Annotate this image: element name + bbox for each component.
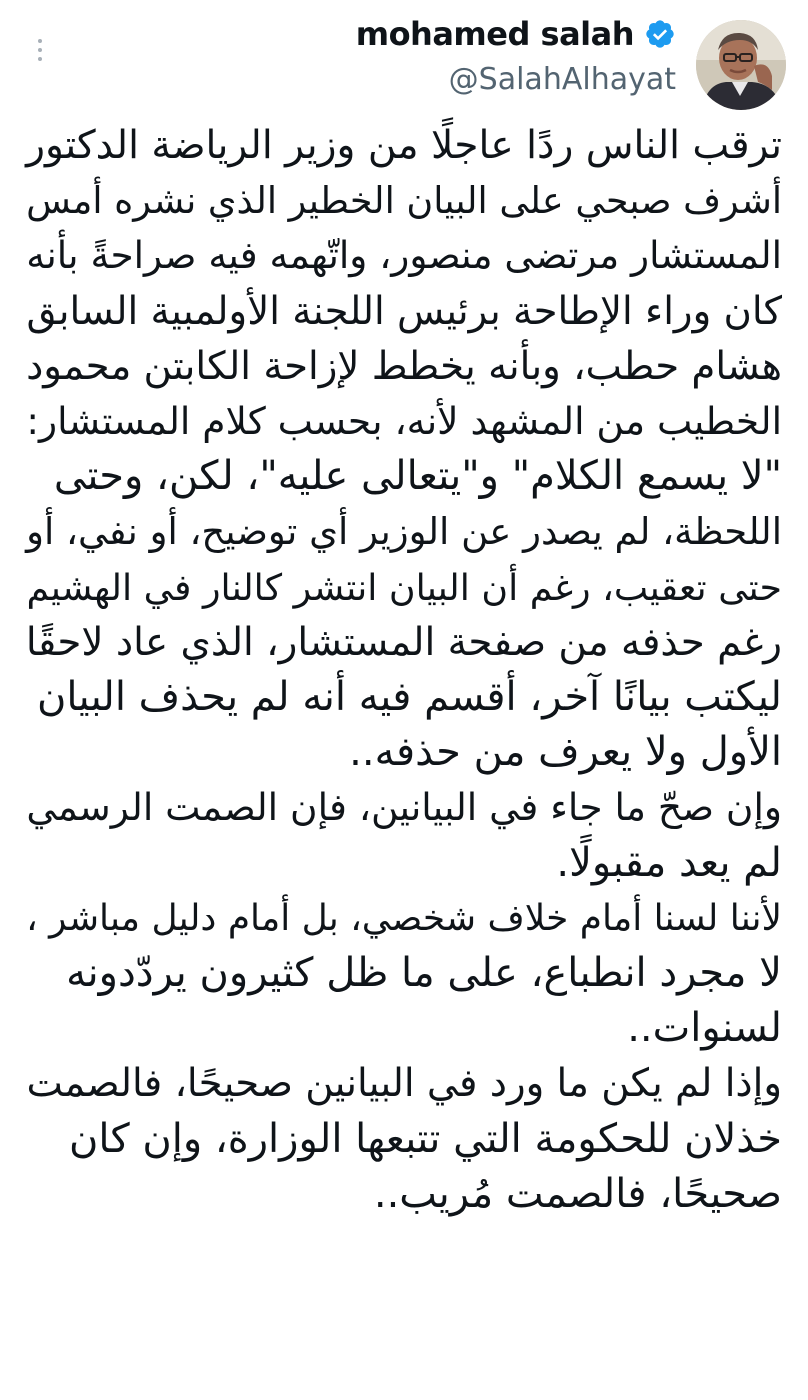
- tweet-text-line: ترقب الناس ردًا عاجلًا من وزير الرياضة الدكتور: [26, 123, 782, 168]
- tweet-text-line: رغم حذفه من صفحة المستشار، الذي عاد لاحقًا: [25, 619, 782, 665]
- tweet-text-line: صحيحًا، فالصمت مُريب..: [373, 1170, 782, 1217]
- tweet-text-line: "لا يسمع الكلام" و"يتعالى عليه"، لكن، وحتى: [53, 453, 782, 500]
- tweet-text-line: وإذا لم يكن ما ورد في البيانين صحيحًا، فالصمت: [26, 1061, 782, 1107]
- author-info: [356, 10, 676, 97]
- more-options-button[interactable]: [26, 30, 54, 70]
- tweet-text-line: هشام حطب، وبأنه يخطط لإزاحة الكابتن محمود: [26, 343, 782, 389]
- tweet-text-line: خذلان للحكومة التي تتبعها الوزارة، وإن كان: [69, 1115, 782, 1162]
- avatar[interactable]: [696, 20, 786, 110]
- more-vertical-icon: [38, 39, 42, 43]
- tweet-text-line: اللحظة، لم يصدر عن الوزير أي توضيح، أو نفي، أو: [26, 510, 782, 554]
- tweet-text-line: ليكتب بيانًا آخر، أقسم فيه أنه لم يحذف البيان: [36, 674, 782, 721]
- tweet-text-line: الأول ولا يعرف من حذفه..: [349, 729, 782, 776]
- author-handle[interactable]: @SalahAlhayat: [448, 62, 676, 97]
- tweet-text-line: كان وراء الإطاحة برئيس اللجنة الأولمبية السابق: [26, 288, 782, 334]
- tweet-text-line: لا مجرد انطباع، على ما ظل كثيرون يردّدونه: [66, 950, 782, 997]
- tweet-text-line: وإن صحّ ما جاء في البيانين، فإن الصمت الرسمي: [26, 785, 782, 830]
- tweet-text: [26, 118, 782, 1222]
- author-name-row: [356, 10, 676, 58]
- more-vertical-icon-dot: [38, 57, 42, 61]
- profile-photo: [696, 20, 786, 110]
- more-vertical-icon-dot: [38, 48, 42, 52]
- tweet-text-line: حتى تعقيب، رغم أن البيان انتشر كالنار في الهشيم: [26, 565, 782, 609]
- tweet-text-line: لسنوات..: [627, 1005, 782, 1052]
- tweet-text-line: لأننا لسنا أمام خلاف شخصي، بل أمام دليل مباشر ،: [26, 897, 782, 939]
- tweet-text-line: لم يعد مقبولًا.: [556, 839, 782, 886]
- author-name[interactable]: mohamed salah: [355, 15, 634, 53]
- verified-badge-icon: [644, 18, 676, 50]
- tweet-text-line: الخطيب من المشهد لأنه، بحسب كلام المستشار:: [26, 399, 782, 444]
- tweet-text-line: أشرف صبحي على البيان الخطير الذي نشره أمس: [26, 179, 782, 223]
- tweet-text-line: المستشار مرتضى منصور، واتّهمه فيه صراحةً بأنه: [26, 233, 782, 278]
